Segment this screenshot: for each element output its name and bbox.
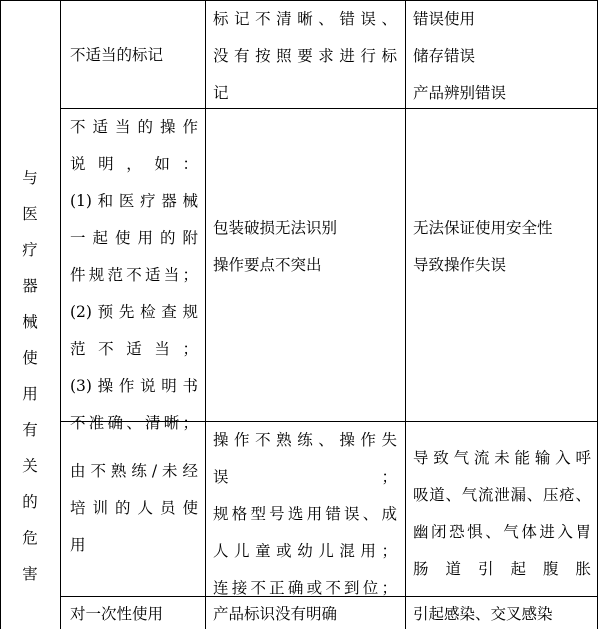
row1-cause <box>213 1 397 112</box>
hazard-line: 对一次性使用 <box>70 605 164 623</box>
category-char: 的 <box>22 493 38 511</box>
cause-line: 人儿童或幼儿混用； <box>213 542 397 560</box>
column-divider-3 <box>405 0 406 629</box>
row3-consequence <box>413 440 591 588</box>
row1-consequence <box>413 1 591 112</box>
category-char: 医 <box>22 205 38 223</box>
hazard-line: (2)预先检查规 <box>70 303 198 321</box>
cause-line: 标记不清晰、错误、 <box>213 10 397 28</box>
hazard-line: (3)操作说明书 <box>70 377 198 395</box>
hazard-line: 用 <box>70 536 86 554</box>
consequence-line: 错误使用 <box>413 10 476 28</box>
consequence-line: 产品辨别错误 <box>413 84 507 102</box>
category-char: 器 <box>22 277 38 295</box>
row2-cause <box>213 210 397 284</box>
hazard-line: 说明，如： <box>70 155 198 173</box>
column-divider-2 <box>205 0 206 629</box>
cause-line: 没有按照要求进行标 <box>213 47 397 65</box>
row4-cause <box>213 596 397 633</box>
category-char: 疗 <box>22 241 38 259</box>
hazard-line: 不准确、清晰； <box>70 414 198 432</box>
consequence-line: 导致操作失误 <box>413 256 507 274</box>
category-char: 械 <box>22 313 38 331</box>
row3-hazard <box>70 453 198 564</box>
row1-hazard <box>70 37 198 74</box>
cause-line: 误； <box>213 468 397 486</box>
cause-line: 连接不正确或不到位； <box>213 579 397 597</box>
category-label <box>20 160 40 592</box>
consequence-line: 储存错误 <box>413 47 476 65</box>
consequence-line: 引起感染、交叉感染 <box>413 605 553 623</box>
consequence-line: 肠道引起腹胀 <box>413 560 591 578</box>
row4-hazard <box>70 596 198 633</box>
cause-line: 操作不熟练、操作失 <box>213 431 397 449</box>
category-char: 使 <box>22 349 38 367</box>
row2-consequence <box>413 210 591 284</box>
consequence-line: 导致气流未能输入呼 <box>413 449 591 467</box>
hazard-line: (1)和医疗器械 <box>70 192 198 210</box>
hazard-line: 不适当的标记 <box>70 46 164 64</box>
category-char: 与 <box>22 169 38 187</box>
hazard-line: 由不熟练/未经 <box>70 462 198 480</box>
hazard-line: 不适当的操作 <box>70 118 198 136</box>
column-divider-1 <box>60 0 61 629</box>
consequence-line: 幽闭恐惧、气体进入胃 <box>413 523 591 541</box>
row4-consequence <box>413 596 591 633</box>
cause-line: 产品标识没有明确 <box>213 605 338 623</box>
hazard-line: 件规范不适当； <box>70 266 198 284</box>
cause-line: 记 <box>213 84 229 102</box>
category-char: 用 <box>22 385 38 403</box>
category-char: 危 <box>22 529 38 547</box>
category-char: 有 <box>22 421 38 439</box>
hazard-line: 一起使用的附 <box>70 229 198 247</box>
cause-line: 操作要点不突出 <box>213 256 322 274</box>
consequence-line: 吸道、气流泄漏、压疮、 <box>413 486 591 504</box>
cause-line: 包装破损无法识别 <box>213 219 338 237</box>
row3-cause <box>213 422 397 607</box>
hazard-line: 培训的人员使 <box>70 499 198 517</box>
hazard-line: 范不适当； <box>70 340 198 358</box>
category-char: 害 <box>22 565 38 583</box>
cause-line: 规格型号选用错误、成 <box>213 505 397 523</box>
table-border-left <box>0 0 1 629</box>
category-char: 关 <box>22 457 38 475</box>
row2-hazard <box>70 109 198 442</box>
consequence-line: 无法保证使用安全性 <box>413 219 553 237</box>
